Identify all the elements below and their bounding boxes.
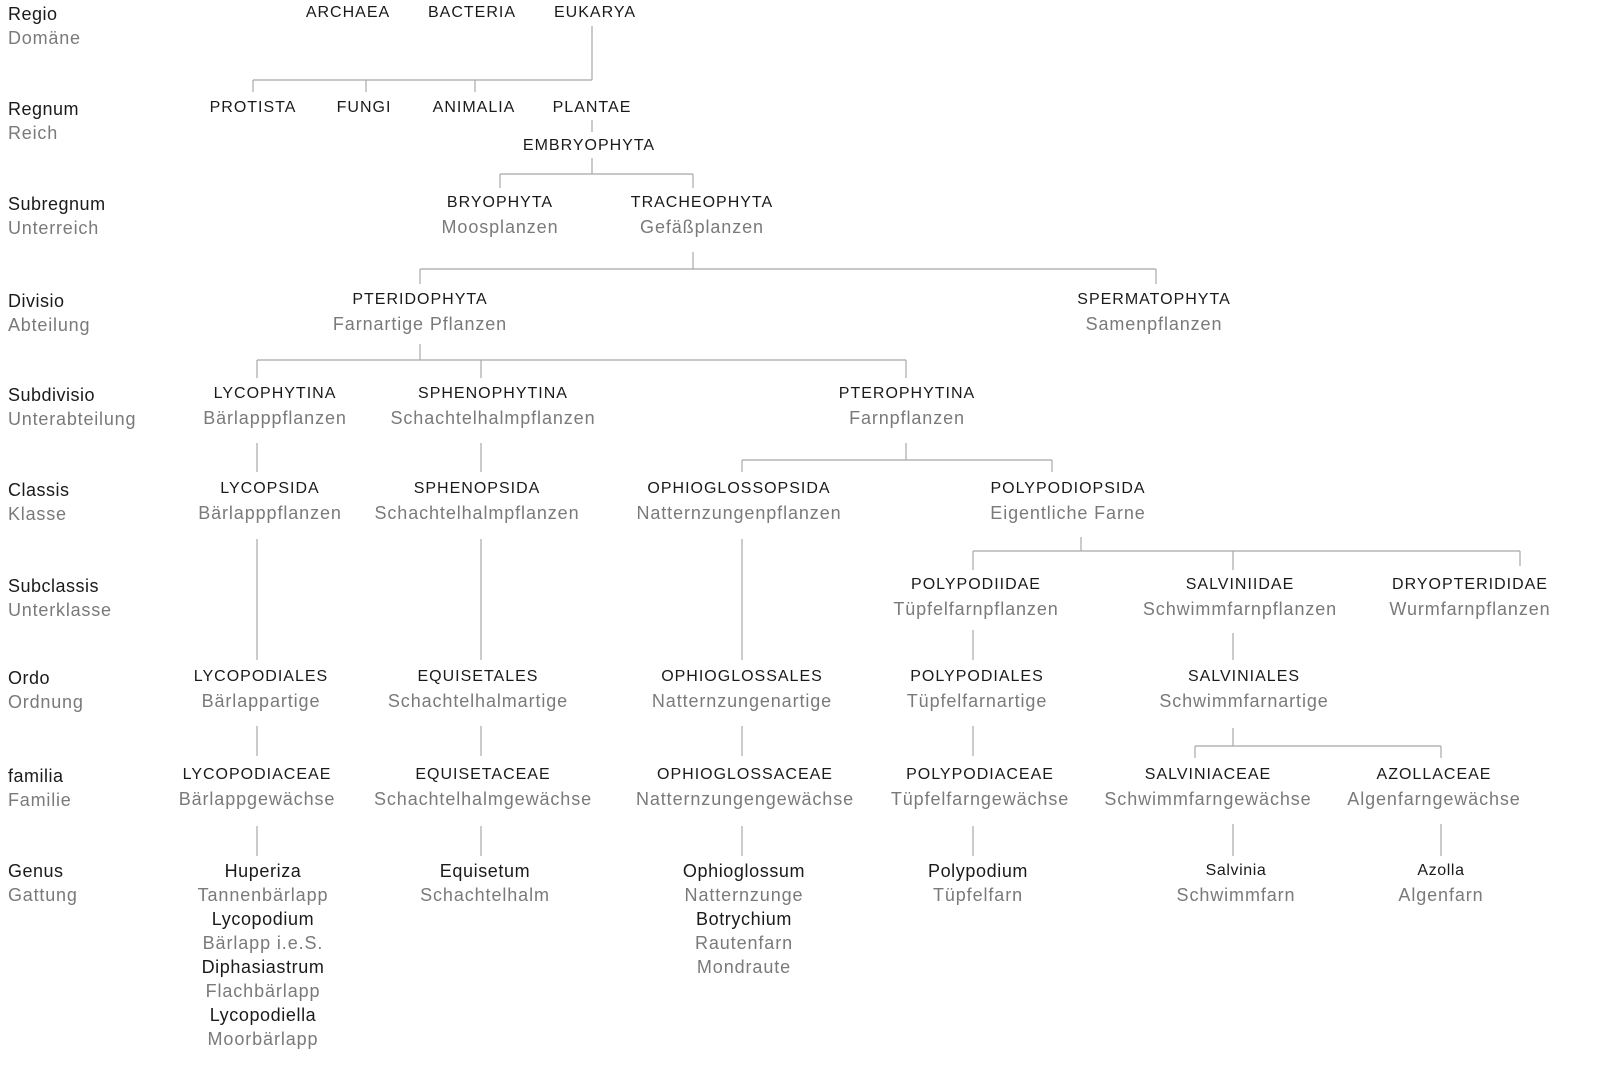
genus-group-polypodiaceae bbox=[928, 859, 1028, 907]
rank-german: Domäne bbox=[8, 28, 81, 48]
node-lycopodiaceae bbox=[179, 763, 336, 811]
node-scientific-name: BRYOPHYTA bbox=[446, 194, 554, 211]
genus-name: Diphasiastrum bbox=[201, 957, 325, 977]
node-pteridophyta bbox=[333, 288, 507, 336]
rank-latin: Subdivisio bbox=[8, 385, 96, 405]
rank-ordo bbox=[8, 666, 84, 714]
node-common-name: Tüpfelfarngewächse bbox=[890, 789, 1070, 809]
node-common-name: Bärlapppflanzen bbox=[198, 503, 342, 523]
node-polypodiidae bbox=[893, 573, 1058, 621]
rank-latin: familia bbox=[8, 766, 64, 786]
node-sphenopsida bbox=[374, 477, 579, 525]
node-scientific-name: LYCOPSIDA bbox=[220, 480, 320, 497]
genus-name: Botrychium bbox=[695, 909, 793, 929]
node-scientific-name: SPHENOPSIDA bbox=[413, 480, 541, 497]
node-scientific-name: SPERMATOPHYTA bbox=[1077, 291, 1231, 308]
node-protista bbox=[210, 96, 297, 120]
rank-divisio bbox=[8, 289, 90, 337]
rank-german: Unterreich bbox=[8, 218, 100, 238]
node-ophioglossaceae bbox=[636, 763, 854, 811]
node-archaea bbox=[306, 1, 390, 25]
rank-classis bbox=[8, 478, 70, 526]
node-scientific-name: BACTERIA bbox=[427, 4, 517, 21]
node-common-name: Eigentliche Farne bbox=[990, 503, 1146, 523]
node-dryopterididae bbox=[1389, 573, 1550, 621]
genus-group-azollaceae bbox=[1398, 859, 1483, 907]
rank-german: Familie bbox=[8, 790, 72, 810]
genus-name: Salvinia bbox=[1205, 862, 1267, 879]
node-common-name: Bärlappartige bbox=[201, 691, 321, 711]
genus-common-name: Tüpfelfarn bbox=[932, 885, 1024, 905]
node-common-name: Schachtelhalmpflanzen bbox=[374, 503, 580, 523]
node-polypodiales bbox=[907, 665, 1047, 713]
rank-german: Gattung bbox=[8, 885, 78, 905]
node-common-name: Bärlapppflanzen bbox=[203, 408, 347, 428]
node-scientific-name: PTERIDOPHYTA bbox=[352, 291, 488, 308]
node-common-name: Moosplanzen bbox=[441, 217, 559, 237]
node-scientific-name: EQUISETALES bbox=[417, 668, 539, 685]
genus-name: Azolla bbox=[1417, 862, 1465, 879]
node-scientific-name: LYCOPODIACEAE bbox=[182, 766, 332, 783]
genus-common-name: Schwimmfarn bbox=[1176, 885, 1296, 905]
genus-group-equisetaceae bbox=[420, 859, 550, 907]
genus-group-salviniaceae bbox=[1177, 859, 1296, 907]
node-polypodiaceae bbox=[891, 763, 1069, 811]
node-scientific-name: POLYPODIIDAE bbox=[911, 576, 1041, 593]
node-equisetales bbox=[388, 665, 568, 713]
node-scientific-name: LYCOPHYTINA bbox=[213, 385, 337, 402]
node-equisetaceae bbox=[374, 763, 592, 811]
node-bryophyta bbox=[442, 191, 559, 239]
node-scientific-name: POLYPODIALES bbox=[910, 668, 1044, 685]
rank-latin: Genus bbox=[8, 861, 64, 881]
node-fungi bbox=[337, 96, 392, 120]
genus-common-name: Schachtelhalm bbox=[420, 885, 550, 905]
node-ophioglossales bbox=[652, 665, 832, 713]
genus-common-name: Flachbärlapp bbox=[205, 981, 321, 1001]
node-common-name: Algenfarngewächse bbox=[1347, 789, 1521, 809]
node-common-name: Natternzungenpflanzen bbox=[636, 503, 842, 523]
node-embryophyta bbox=[523, 134, 655, 158]
node-scientific-name: SALVINIALES bbox=[1187, 668, 1301, 685]
rank-latin: Regnum bbox=[8, 99, 80, 119]
rank-subregnum bbox=[8, 192, 106, 240]
genus-common-name: Rautenfarn bbox=[694, 933, 794, 953]
node-common-name: Wurmfarnpflanzen bbox=[1389, 599, 1551, 619]
genus-name: Ophioglossum bbox=[682, 861, 806, 881]
node-spermatophyta bbox=[1077, 288, 1230, 336]
node-scientific-name: ARCHAEA bbox=[305, 4, 391, 21]
node-salviniaceae bbox=[1104, 763, 1311, 811]
rank-familia bbox=[8, 764, 72, 812]
genus-common-name: Moorbärlapp bbox=[207, 1029, 319, 1049]
node-common-name: Schwimmfarngewächse bbox=[1104, 789, 1312, 809]
node-bacteria bbox=[428, 1, 516, 25]
node-scientific-name: EQUISETACEAE bbox=[415, 766, 551, 783]
genus-common-name: Algenfarn bbox=[1398, 885, 1484, 905]
node-lycopodiales bbox=[194, 665, 328, 713]
genus-name: Lycopodium bbox=[211, 909, 315, 929]
node-salviniidae bbox=[1143, 573, 1337, 621]
node-scientific-name: PTEROPHYTINA bbox=[838, 385, 976, 402]
node-polypodiopsida bbox=[990, 477, 1145, 525]
rank-latin: Divisio bbox=[8, 291, 65, 311]
node-common-name: Natternzungenartige bbox=[651, 691, 833, 711]
rank-latin: Ordo bbox=[8, 668, 51, 688]
node-scientific-name: OPHIOGLOSSOPSIDA bbox=[647, 480, 831, 497]
node-common-name: Farnpflanzen bbox=[849, 408, 965, 428]
node-common-name: Samenpflanzen bbox=[1085, 314, 1223, 334]
node-scientific-name: POLYPODIACEAE bbox=[906, 766, 1054, 783]
node-common-name: Farnartige Pflanzen bbox=[332, 314, 508, 334]
node-scientific-name: SALVINIACEAE bbox=[1144, 766, 1272, 783]
node-scientific-name: PROTISTA bbox=[209, 99, 297, 116]
genus-common-name: Bärlapp i.e.S. bbox=[202, 933, 324, 953]
rank-german: Unterabteilung bbox=[8, 409, 137, 429]
rank-subclassis bbox=[8, 574, 112, 622]
genus-name: Lycopodiella bbox=[209, 1005, 317, 1025]
node-scientific-name: SPHENOPHYTINA bbox=[418, 385, 568, 402]
node-scientific-name: PLANTAE bbox=[552, 99, 632, 116]
node-lycopsida bbox=[198, 477, 342, 525]
genus-common-name: Mondraute bbox=[696, 957, 792, 977]
node-azollaceae bbox=[1347, 763, 1520, 811]
genus-group-ophioglossaceae bbox=[683, 859, 805, 979]
genus-group-lycopodiaceae bbox=[198, 859, 329, 1051]
node-common-name: Schwimmfarnartige bbox=[1159, 691, 1329, 711]
node-scientific-name: OPHIOGLOSSACEAE bbox=[657, 766, 833, 783]
node-scientific-name: TRACHEOPHYTA bbox=[630, 194, 774, 211]
node-scientific-name: EMBRYOPHYTA bbox=[522, 137, 656, 154]
rank-latin: Subclassis bbox=[8, 576, 100, 596]
node-common-name: Schachtelhalmpflanzen bbox=[390, 408, 596, 428]
node-scientific-name: POLYPODIOPSIDA bbox=[990, 480, 1146, 497]
node-sphenophytina bbox=[390, 382, 595, 430]
genus-name: Huperiza bbox=[224, 861, 302, 881]
rank-regio bbox=[8, 2, 81, 50]
node-tracheophyta bbox=[631, 191, 773, 239]
rank-german: Abteilung bbox=[8, 315, 91, 335]
node-scientific-name: AZOLLACEAE bbox=[1376, 766, 1492, 783]
rank-latin: Classis bbox=[8, 480, 70, 500]
node-scientific-name: LYCOPODIALES bbox=[193, 668, 329, 685]
genus-common-name: Tannenbärlapp bbox=[197, 885, 329, 905]
node-common-name: Gefäßplanzen bbox=[640, 217, 764, 237]
node-scientific-name: ANIMALIA bbox=[432, 99, 516, 116]
rank-german: Ordnung bbox=[8, 692, 84, 712]
node-common-name: Schwimmfarnpflanzen bbox=[1142, 599, 1338, 619]
node-common-name: Natternzungengewächse bbox=[635, 789, 855, 809]
node-salviniales bbox=[1159, 665, 1328, 713]
node-lycophytina bbox=[203, 382, 347, 430]
node-ophioglossopsida bbox=[636, 477, 841, 525]
genus-name: Equisetum bbox=[439, 861, 531, 881]
node-common-name: Schachtelhalmartige bbox=[387, 691, 569, 711]
genus-name: Polypodium bbox=[927, 861, 1029, 881]
node-scientific-name: FUNGI bbox=[336, 99, 392, 116]
node-common-name: Tüpfelfarnartige bbox=[906, 691, 1048, 711]
node-common-name: Bärlappgewächse bbox=[178, 789, 336, 809]
node-plantae bbox=[553, 96, 632, 120]
node-animalia bbox=[433, 96, 516, 120]
node-scientific-name: DRYOPTERIDIDAE bbox=[1392, 576, 1548, 593]
node-scientific-name: OPHIOGLOSSALES bbox=[661, 668, 823, 685]
genus-common-name: Natternzunge bbox=[684, 885, 804, 905]
rank-german: Unterklasse bbox=[8, 600, 112, 620]
node-common-name: Schachtelhalmgewächse bbox=[373, 789, 593, 809]
rank-german: Klasse bbox=[8, 504, 67, 524]
rank-latin: Regio bbox=[8, 4, 58, 24]
node-scientific-name: EUKARYA bbox=[554, 4, 636, 21]
node-common-name: Tüpfelfarnpflanzen bbox=[893, 599, 1059, 619]
rank-subdivisio bbox=[8, 383, 136, 431]
node-scientific-name: SALVINIIDAE bbox=[1185, 576, 1295, 593]
node-pterophytina bbox=[839, 382, 975, 430]
rank-genus bbox=[8, 859, 78, 907]
node-eukarya bbox=[554, 1, 636, 25]
rank-german: Reich bbox=[8, 123, 59, 143]
rank-latin: Subregnum bbox=[8, 194, 106, 214]
rank-regnum bbox=[8, 97, 79, 145]
